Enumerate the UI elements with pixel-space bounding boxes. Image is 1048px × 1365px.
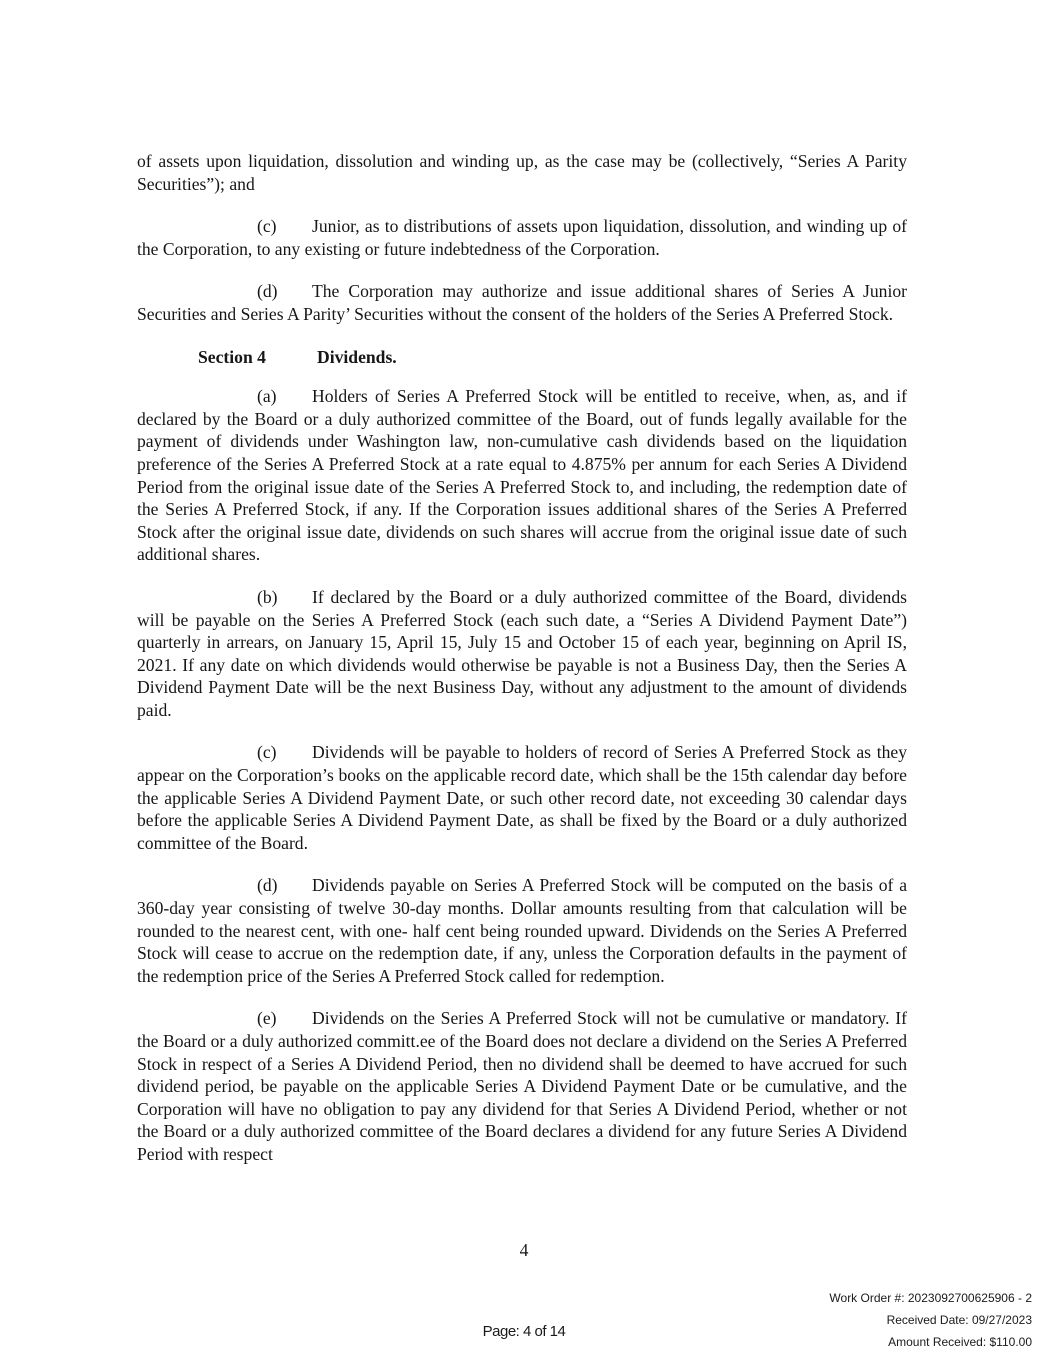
section3-item-d [137,280,907,325]
item-label: (a) [257,386,277,407]
section4-item-c [137,741,907,854]
item-label: (b) [257,586,278,607]
item-label: (c) [257,742,277,763]
item-text: The Corporation may authorize and issue additional shares of Series A Junior Securities and Series A Parity’ Securities without the consent of the holders of the Series A Preferred Stock. [137,281,907,324]
section-title: Dividends. [317,346,397,367]
document-body [137,150,907,1186]
section4-item-d [137,874,907,987]
received-date: Received Date: 09/27/2023 [886,1313,1032,1327]
section4-item-b [137,586,907,722]
item-text: If declared by the Board or a duly authorized committee of the Board, dividends will be payable on the Series A Preferred Stock (each such date, a “Series A Dividend Payment Date”) quarterly in arrears, on January 15, April 15, July 15 and October 15 of each year, beginning on April IS, 2021. If any date on which dividends would otherwise be payable is not a Business Day, then the Series A Dividend Payment Date will be the next Business Day, without any adjustment to the amount of dividends paid. [137,586,907,720]
item-text: Holders of Series A Preferred Stock will be entitled to receive, when, as, and if declared by the Board or a duly authorized committee of the Board, out of funds legally available for the payment of dividends under Washington law, non-cumulative cash dividends based on the liquidation preference of the Series A Preferred Stock at a rate equal to 4.875% per annum for each Series A Dividend Period from the original issue date of the Series A Preferred Stock to, and including, the redemption date of the Series A Preferred Stock, if any. If the Corporation issues additional shares of the Series A Preferred Stock after the original issue date, dividends on such shares will accrue from the original issue date of such additional shares. [137,386,907,565]
page-number: 4 [519,1240,529,1260]
section-heading [137,346,907,369]
section3-item-c [137,215,907,260]
item-label: (c) [257,216,277,237]
section4-item-a [137,385,907,566]
item-label: (d) [257,281,278,302]
item-label: (d) [257,875,278,896]
item-text: Junior, as to distributions of assets upon liquidation, dissolution, and winding up of the Corporation, to any existing or future indebtedness of the Corporation. [137,216,907,259]
section4-item-e [137,1007,907,1165]
work-order: Work Order #: 2023092700625906 - 2 [829,1291,1032,1305]
item-text: Dividends payable on Series A Preferred Stock will be computed on the basis of a 360-day year consisting of twelve 30-day months. Dollar amounts resulting from that calculation will be rounded to the nearest cent, with one- half cent being rounded upward. Dividends on the Series A Preferred Stock will cease to accrue on the redemption date, if any, unless the Corporation defaults in the payment of the redemption price of the Series A Preferred Stock called for redemption. [137,875,907,986]
amount-received: Amount Received: $110.00 [888,1335,1032,1349]
item-text: Dividends on the Series A Preferred Stock will not be cumulative or mandatory. If the Board or a duly authorized committ.ee of the Board does not declare a dividend on the Series A Preferred Stock in respect of a Series A Dividend Period, then no dividend shall be deemed to have accrued for such dividend period, be payable on the applicable Series A Dividend Payment Date or be cumulative, and the Corporation will have no obligation to pay any dividend for that Series A Dividend Period, whether or not the Board or a duly authorized committee of the Board declares a dividend for any future Series A Dividend Period with respect [137,1008,907,1164]
intro-continuation: of assets upon liquidation, dissolution and winding up, as the case may be (collectively, “Series A Parity Securities”); and [137,151,907,194]
section-number: Section 4 [198,346,266,367]
page-counter: Page: 4 of 14 [482,1323,566,1340]
item-label: (e) [257,1008,277,1029]
filing-stamp [829,1287,1032,1353]
item-text: Dividends will be payable to holders of record of Series A Preferred Stock as they appear on the Corporation’s books on the applicable record date, which shall be the 15th calendar day before the applicable Series A Dividend Payment Date, or such other record date, not exceeding 30 calendar days before the applicable Series A Dividend Payment Date, as shall be fixed by the Board or a duly authorized committee of the Board. [137,742,907,853]
